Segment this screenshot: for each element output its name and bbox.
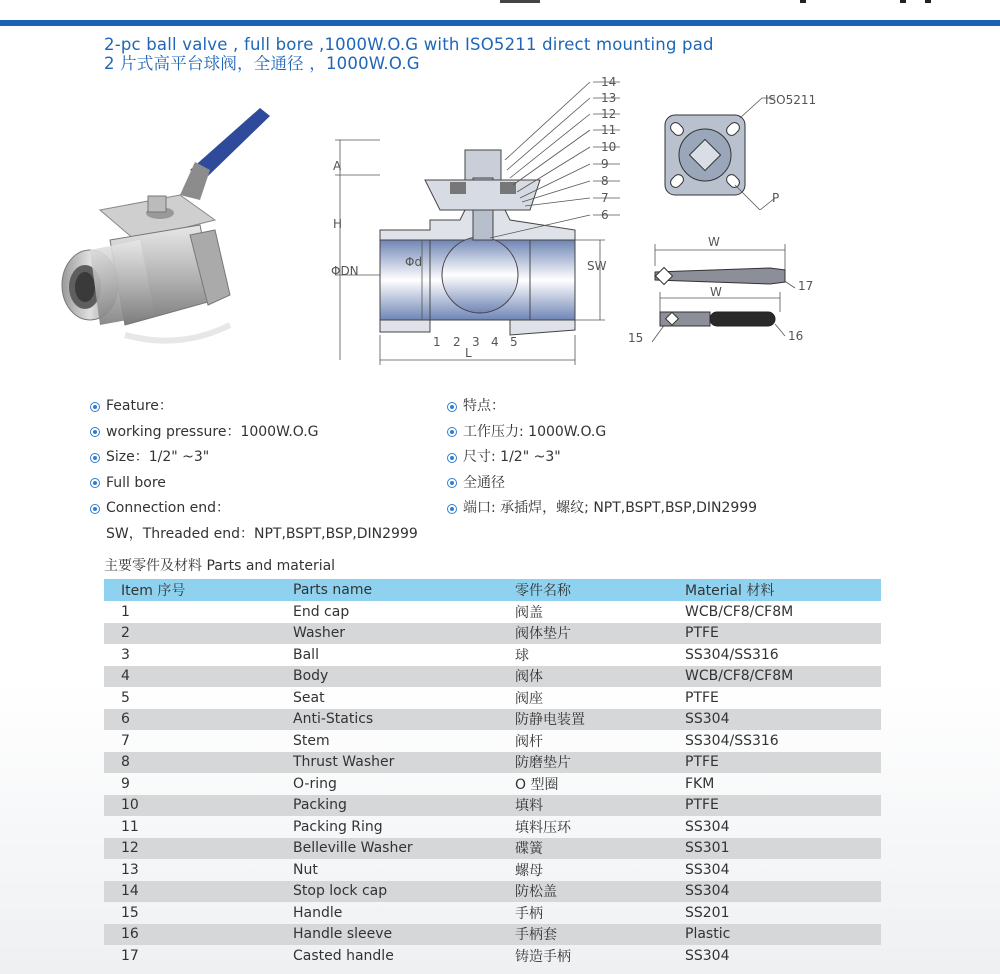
- cell-parts-name: Belleville Washer: [293, 838, 515, 860]
- cell-parts-name-cn: 阀座: [515, 690, 543, 707]
- cell-parts-name-cn: 球: [515, 647, 529, 664]
- cell-parts-name: Packing: [293, 795, 515, 817]
- dim-d: Φd: [405, 255, 423, 269]
- cell-item: 14: [104, 881, 293, 903]
- callout-15: 15: [628, 331, 644, 345]
- feature-item: 工作压力: 1000W.O.G: [447, 420, 757, 446]
- cell-parts-name-cn: 阀杆: [515, 733, 543, 750]
- table-row: [104, 709, 881, 731]
- callout-14: 14: [601, 75, 617, 89]
- callout-6: 6: [601, 208, 609, 222]
- table-row: [104, 687, 881, 709]
- cell-item: 7: [121, 732, 130, 749]
- cell-parts-name-cn: 阀盖: [515, 604, 543, 621]
- feature-continuation: SW，Threaded end：NPT,BSPT,BSP,DIN2999: [106, 525, 418, 542]
- cell-parts-name-cn: 防松盖: [515, 881, 685, 903]
- cell-parts-name-cn: 填料: [515, 795, 685, 817]
- cell-parts-name-cn: 螺母: [515, 862, 543, 879]
- callout-17: 17: [798, 279, 814, 293]
- feature-item: 尺寸: 1/2" ~3": [447, 445, 757, 471]
- cell-item: 12: [104, 838, 293, 860]
- cell-parts-name: Stem: [293, 732, 330, 749]
- callout-1: 1: [433, 335, 441, 349]
- feature-item: Full bore: [90, 471, 418, 497]
- cell-material: PTFE: [685, 689, 719, 706]
- iso5211-flange-drawing: [640, 80, 840, 210]
- table-row: [104, 881, 881, 903]
- dim-W2: W: [710, 285, 722, 299]
- cell-parts-name: Handle: [293, 904, 343, 921]
- bullet-icon: [447, 402, 457, 412]
- cell-material: SS304/SS316: [685, 646, 779, 663]
- title-chinese: 2 片式高平台球阀，全通径 ，1000W.O.G: [104, 54, 420, 73]
- cell-parts-name-cn: 阀体: [515, 666, 685, 688]
- cell-parts-name: Nut: [293, 861, 318, 878]
- cell-item: 10: [104, 795, 293, 817]
- cell-parts-name-cn: 铸造手柄: [515, 948, 571, 965]
- cell-item: 2: [104, 623, 293, 645]
- flange-label: ISO5211: [765, 93, 817, 107]
- title-english: 2-pc ball valve , full bore ,1000W.O.G with ISO5211 direct mounting pad: [104, 35, 714, 54]
- cell-parts-name: Stop lock cap: [293, 881, 515, 903]
- top-decoration-mark: [800, 0, 806, 3]
- handle-sleeve-drawing: [620, 280, 820, 350]
- cell-parts-name-cn: 手柄套: [515, 924, 685, 946]
- cell-material: PTFE: [685, 623, 881, 645]
- dim-SW: SW: [587, 259, 607, 273]
- cell-material: SS304: [685, 861, 730, 878]
- feature-item: 全通径: [447, 471, 757, 497]
- table-row: [104, 730, 881, 752]
- dim-P: P: [772, 191, 780, 205]
- feature-item: 端口: 承插焊，螺纹; NPT,BSPT,BSP,DIN2999: [447, 496, 757, 522]
- table-row: [104, 945, 881, 967]
- product-photo: [30, 100, 300, 370]
- cell-item: 13: [121, 861, 139, 878]
- cell-item: 4: [104, 666, 293, 688]
- bullet-icon: [90, 402, 100, 412]
- cell-parts-name-cn: 手柄: [515, 905, 543, 922]
- cell-parts-name: Body: [293, 666, 515, 688]
- cell-parts-name: Ball: [293, 646, 319, 663]
- top-decoration: [500, 0, 540, 3]
- cell-item: 5: [121, 689, 130, 706]
- table-row: [104, 601, 881, 623]
- bullet-icon: [90, 504, 100, 514]
- cell-material: SS301: [685, 838, 881, 860]
- features-english: [90, 394, 418, 547]
- bullet-icon: [447, 478, 457, 488]
- callout-16: 16: [788, 329, 804, 343]
- feature-item: Connection end：: [90, 496, 418, 522]
- cell-parts-name: End cap: [293, 603, 350, 620]
- bullet-icon: [447, 427, 457, 437]
- table-row: [104, 795, 881, 817]
- page-title: [104, 35, 714, 73]
- cell-item: 1: [121, 603, 130, 620]
- callout-3: 3: [472, 335, 480, 349]
- cell-parts-name-cn: 阀体垫片: [515, 623, 685, 645]
- cell-item: 9: [121, 775, 130, 792]
- cell-parts-name-cn: 填料压环: [515, 819, 571, 836]
- callout-13: 13: [601, 91, 617, 105]
- cell-material: FKM: [685, 775, 715, 792]
- features-chinese: [447, 394, 757, 522]
- cell-item: 6: [104, 709, 293, 731]
- table-row: [104, 924, 881, 946]
- parts-table: [104, 579, 881, 967]
- table-header-row: [104, 579, 881, 601]
- cell-parts-name: Thrust Washer: [293, 752, 515, 774]
- cell-material: SS304: [685, 818, 730, 835]
- bullet-icon: [447, 504, 457, 514]
- table-row: [104, 816, 881, 838]
- parts-table-title: 主要零件及材料 Parts and material: [104, 558, 336, 574]
- table-row: [104, 666, 881, 688]
- table-row: [104, 838, 881, 860]
- cell-item: 17: [121, 947, 139, 964]
- cell-parts-name: Packing Ring: [293, 818, 383, 835]
- header-parts-name-cn: 零件名称: [515, 579, 685, 601]
- cell-parts-name: Anti-Statics: [293, 709, 515, 731]
- callout-9: 9: [601, 157, 609, 171]
- cell-parts-name: O-ring: [293, 775, 337, 792]
- cell-material: WCB/CF8/CF8M: [685, 603, 794, 620]
- callout-8: 8: [601, 174, 609, 188]
- feature-item: Feature：: [90, 394, 418, 420]
- cell-parts-name-cn: 防静电装置: [515, 709, 685, 731]
- sectional-drawing: [325, 70, 635, 370]
- header-material: Material 材料: [685, 579, 881, 601]
- callout-5: 5: [510, 335, 518, 349]
- top-decoration-mark: [900, 0, 906, 3]
- cell-material: SS304: [685, 947, 730, 964]
- cell-material: SS304/SS316: [685, 732, 779, 749]
- header-parts-name: Parts name: [293, 579, 515, 601]
- cell-parts-name-cn: 防磨垫片: [515, 752, 685, 774]
- callout-7: 7: [601, 191, 609, 205]
- dim-W1: W: [708, 235, 720, 249]
- cell-item: 15: [121, 904, 139, 921]
- table-row: [104, 644, 881, 666]
- table-row: [104, 859, 881, 881]
- header-item: Item 序号: [104, 579, 293, 601]
- table-row: [104, 902, 881, 924]
- cell-item: 8: [104, 752, 293, 774]
- cell-item: 3: [121, 646, 130, 663]
- parts-table-body: [104, 601, 881, 967]
- feature-item: working pressure：1000W.O.G: [90, 420, 418, 446]
- callout-11: 11: [601, 123, 617, 137]
- callout-2: 2: [453, 335, 461, 349]
- bullet-icon: [90, 427, 100, 437]
- top-decoration-mark: [925, 0, 931, 3]
- bullet-icon: [447, 453, 457, 463]
- cell-material: WCB/CF8/CF8M: [685, 666, 881, 688]
- cell-parts-name-cn: O 型圈: [515, 776, 559, 793]
- cell-parts-name: Casted handle: [293, 947, 394, 964]
- table-row: [104, 752, 881, 774]
- cell-item: 16: [104, 924, 293, 946]
- table-row: [104, 623, 881, 645]
- dim-L: L: [465, 346, 472, 360]
- cell-material: SS201: [685, 904, 730, 921]
- cell-parts-name: Washer: [293, 623, 515, 645]
- feature-item: Size：1/2" ~3": [90, 445, 418, 471]
- dim-DN: ΦDN: [331, 264, 359, 278]
- callout-10: 10: [601, 140, 617, 154]
- cell-parts-name-cn: 碟簧: [515, 838, 685, 860]
- cell-material: SS304: [685, 881, 881, 903]
- cell-material: SS304: [685, 709, 881, 731]
- callout-12: 12: [601, 107, 617, 121]
- bullet-icon: [90, 478, 100, 488]
- cell-parts-name: Seat: [293, 689, 325, 706]
- cell-material: PTFE: [685, 752, 881, 774]
- header-accent-bar: [0, 20, 1000, 26]
- dim-A: A: [333, 159, 342, 173]
- bullet-icon: [90, 453, 100, 463]
- cell-parts-name: Handle sleeve: [293, 924, 515, 946]
- cell-material: Plastic: [685, 924, 881, 946]
- cell-material: PTFE: [685, 795, 881, 817]
- cell-item: 11: [121, 818, 139, 835]
- table-row: [104, 773, 881, 795]
- callout-4: 4: [491, 335, 499, 349]
- dim-H: H: [333, 217, 343, 231]
- feature-item: 特点：: [447, 394, 757, 420]
